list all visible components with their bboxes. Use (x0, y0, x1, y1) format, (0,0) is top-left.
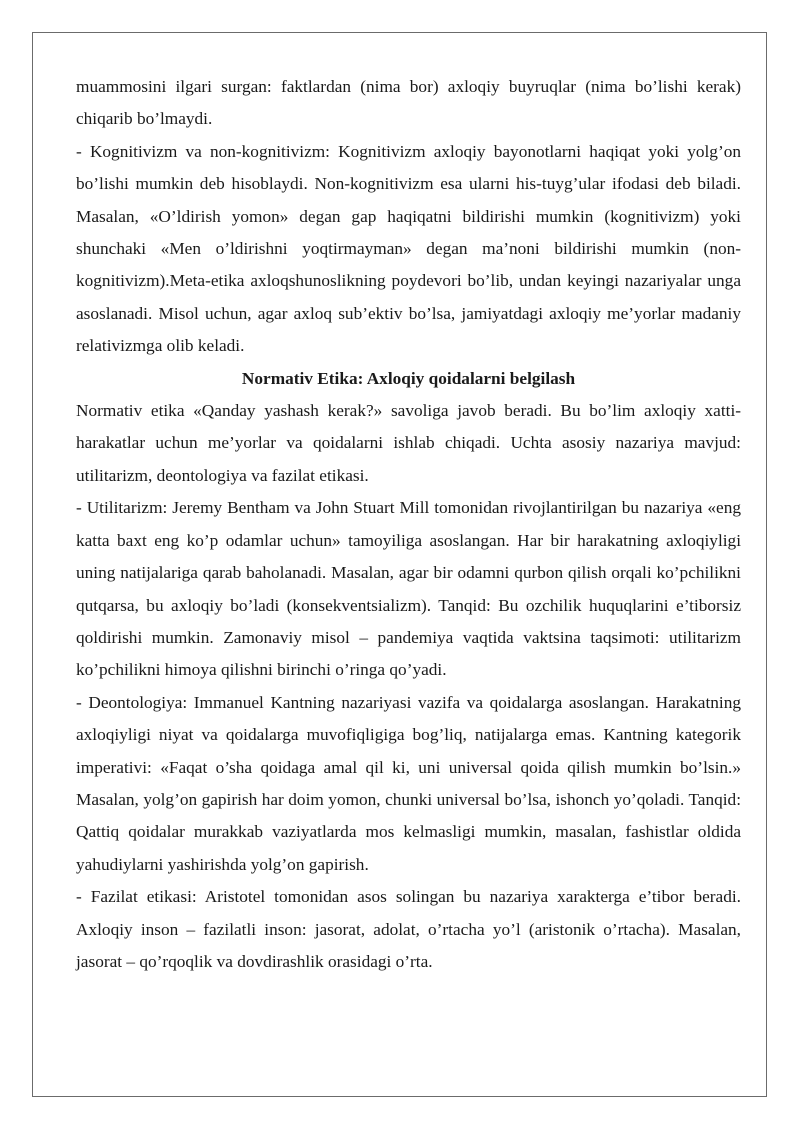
section-heading: Normativ Etika: Axloqiy qoidalarni belgilash (241, 368, 576, 388)
paragraph-cognitivism: - Kognitivizm va non-kognitivizm: Kognitivizm axloqiy bayonotlarni haqiqat yoki yolg’on bo’lishi mumkin deb hisoblaydi. Non-kognitivizm esa ularni his-tuyg’ular ifodasi deb biladi. Masalan, «O’ldirish yomon» degan gap haqiqatni bildirishi mumkin (kognitivizm) yoki shunchaki «Men o’ldirishni yoqtirmayman» degan ma’noni bildirishi mumkin (non-kognitivizm).Meta-etika axloqshunoslikning poydevori bo’lib, undan keyingi nazariyalar unga asoslanadi. Misol uchun, agar axloq sub’ektiv bo’lsa, jamiyatdagi axloqiy me’yorlar madaniy relativizmga olib keladi. (76, 141, 741, 356)
paragraph-continuation: muammosini ilgari surgan: faktlardan (nima bor) axloqiy buyruqlar (nima bo’lishi kerak) chiqarib bo’lmaydi. (76, 77, 741, 129)
paragraph-virtue-ethics: - Fazilat etikasi: Aristotel tomonidan asos solingan bu nazariya xarakterga e’tibor beradi. Axloqiy inson – fazilatli inson: jasorat, adolat, o’rtacha yo’l (aristonik o’rtacha). Masalan, jasorat – qo’rqoqlik va dovdirashlik orasidagi o’rta. (76, 887, 741, 971)
paragraph-utilitarianism: - Utilitarizm: Jeremy Bentham va John Stuart Mill tomonidan rivojlantirilgan bu nazariya «eng katta baxt eng ko’p odamlar uchun» tamoyiliga asoslangan. Har bir harakatning axloqiyligi uning natijalariga qarab baholanadi. Masalan, agar bir odamni qurbon qilish orqali ko’pchilikni qutqarsa, bu axloqiy bo’ladi (konsekventsializm). Tanqid: Bu ozchilik huquqlarini e’tiborsiz qoldirishi mumkin. Zamonaviy misol – pandemiya vaqtida vaktsina taqsimoti: utilitarizm ko’pchilikni himoya qilishni birinchi o’ringa qo’yadi. (76, 498, 741, 680)
document-body (76, 71, 741, 978)
paragraph-deontology: - Deontologiya: Immanuel Kantning nazariyasi vazifa va qoidalarga asoslangan. Harakatning axloqiyligi niyat va qoidalarga muvofiqligiga bog’liq, natijalarga emas. Kantning kategorik imperativi: «Faqat o’sha qoidaga amal qil ki, uni universal qoida qilish mumkin bo’lsin.» Masalan, yolg’on gapirish har doim yomon, chunki universal bo’lsa, ishonch yo’qoladi. Tanqid: Qattiq qoidalar murakkab vaziyatlarda mos kelmasligi mumkin, masalan, fashistlar oldida yahudiylarni yashirishda yolg’on gapirish. (76, 692, 741, 874)
paragraph-normative-intro: Normativ etika «Qanday yashash kerak?» savoliga javob beradi. Bu bo’lim axloqiy xatti-harakatlar uchun me’yorlar va qoidalarni ishlab chiqadi. Uchta asosiy nazariya mavjud: utilitarizm, deontologiya va fazilat etikasi. (76, 401, 741, 485)
